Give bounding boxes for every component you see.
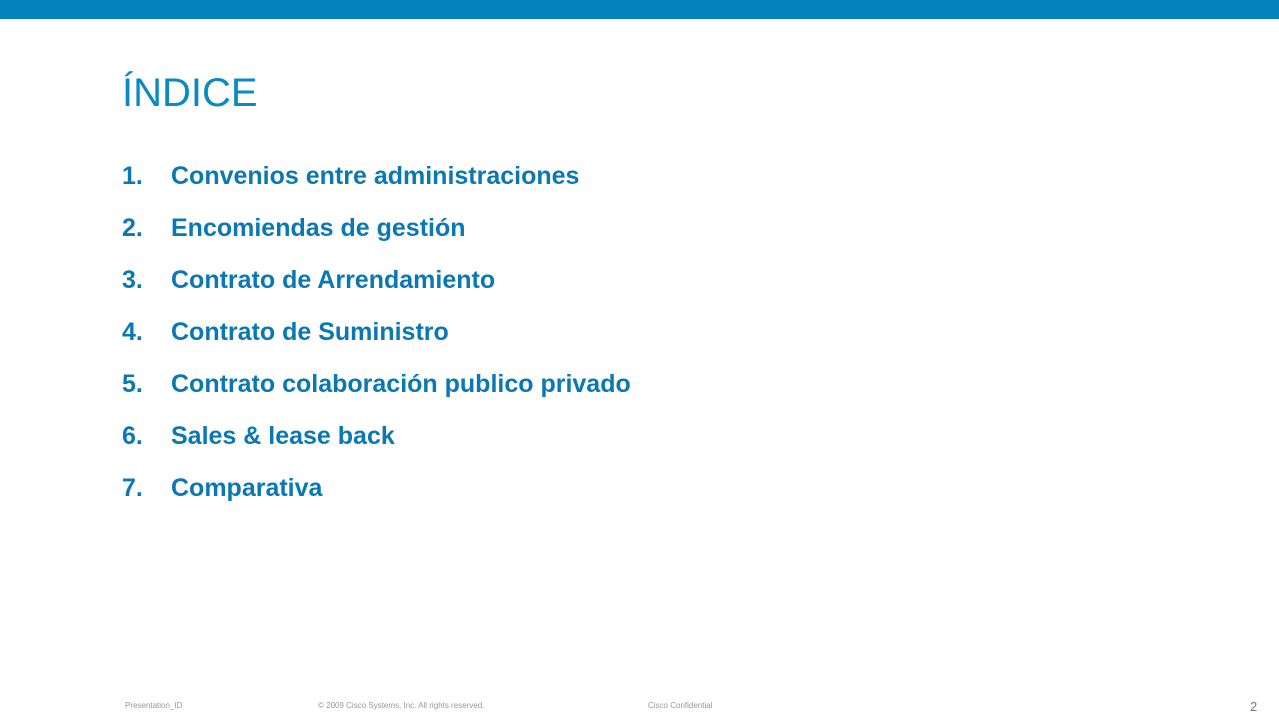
page-number: 2 [1250,699,1258,714]
agenda-list [122,158,631,522]
brand-bar [0,0,1279,19]
footer-copyright: © 2009 Cisco Systems, Inc. All rights reserved. [318,701,485,710]
agenda-item [122,366,631,418]
agenda-item-number: 5. [122,370,143,398]
agenda-item-label: Sales & lease back [171,422,395,450]
agenda-item-number: 1. [122,162,143,190]
footer-confidentiality: Cisco Confidential [648,701,713,710]
agenda-item [122,418,631,470]
footer-presentation-id: Presentation_ID [125,701,183,710]
agenda-item-number: 2. [122,214,143,242]
agenda-item-label: Comparativa [171,474,323,502]
agenda-item-label: Encomiendas de gestión [171,214,466,242]
agenda-item-label: Contrato de Arrendamiento [171,266,496,294]
agenda-item-label: Convenios entre administraciones [171,162,580,190]
agenda-item-number: 3. [122,266,143,294]
agenda-item-number: 6. [122,422,143,450]
agenda-item-label: Contrato colaboración publico privado [171,370,631,398]
agenda-item [122,158,631,210]
agenda-item [122,470,631,522]
agenda-item [122,262,631,314]
slide-title: ÍNDICE [122,71,258,115]
agenda-item-label: Contrato de Suministro [171,318,449,346]
agenda-item [122,210,631,262]
agenda-item [122,314,631,366]
agenda-item-number: 7. [122,474,143,502]
agenda-item-number: 4. [122,318,143,346]
